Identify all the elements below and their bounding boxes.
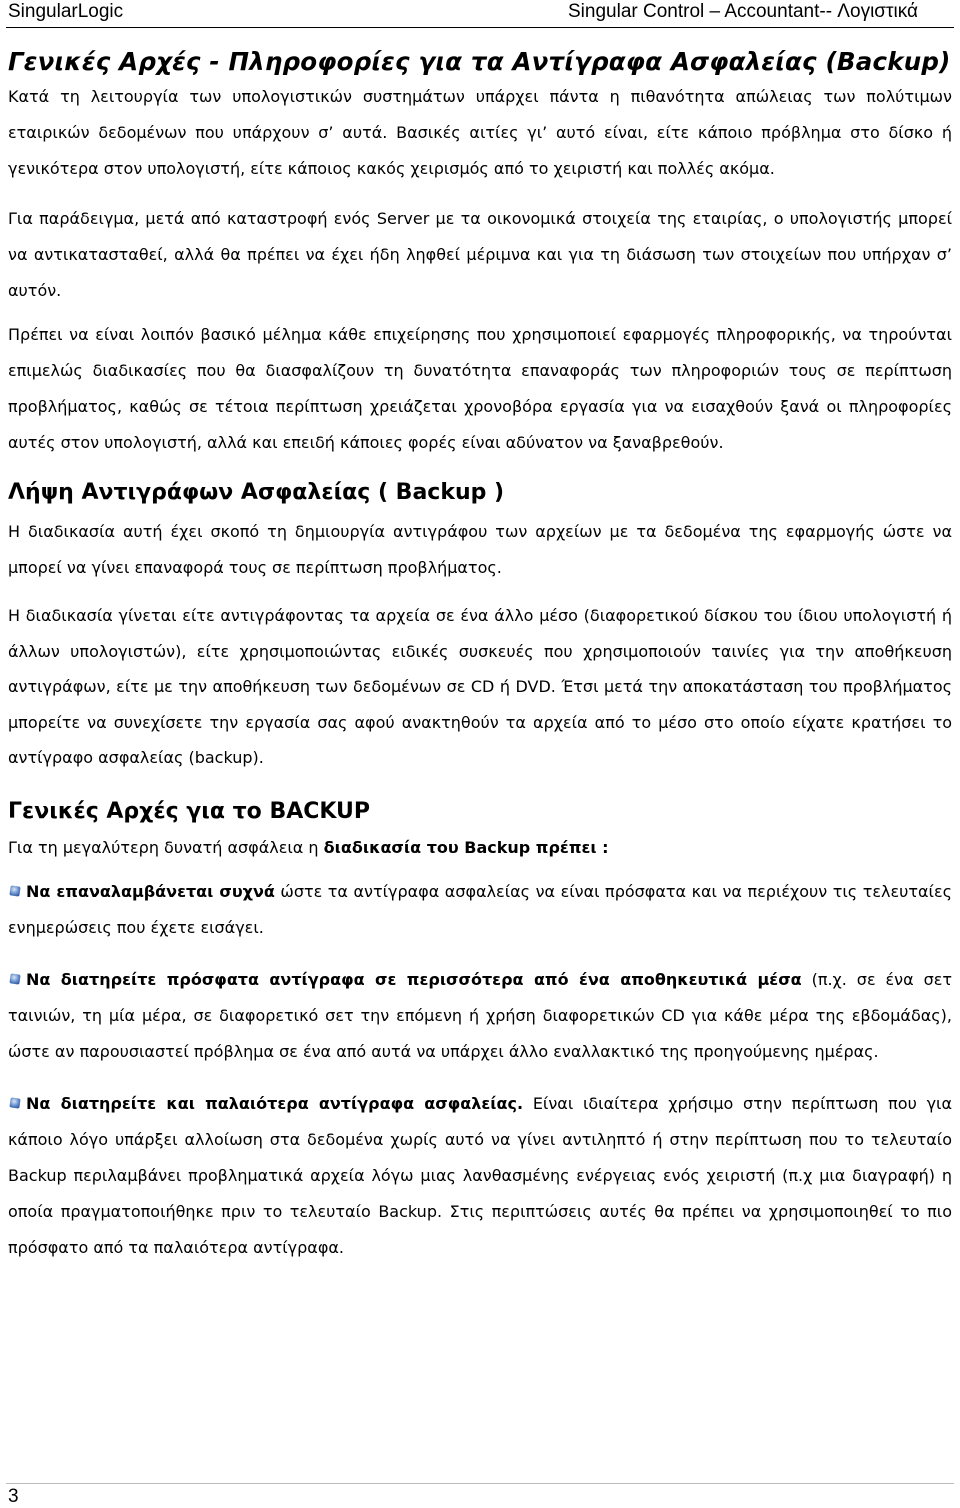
intro-paragraph-1: Κατά τη λειτουργία των υπολογιστικών συστημάτων υπάρχει πάντα η πιθανότητα απώλειας των πολύτιμων εταιρικών δεδομένων που υπάρχουν σ’ αυτά. Βασικές αιτίες γι’ αυτό είναι, είτε κάποιο πρόβλημα στο δίσκο ή γενικότερα στον υπολογιστή, είτε κάποιος κακός χειρισμός από το χειριστή και πολλές ακόμα. — [8, 87, 952, 178]
header-company: SingularLogic — [8, 1, 124, 22]
bullet-bold: Να διατηρείτε πρόσφατα αντίγραφα σε περισσότερα από ένα αποθηκευτικά μέσα — [26, 969, 802, 989]
principles-intro-text: Για τη μεγαλύτερη δυνατή ασφάλεια η — [8, 837, 324, 857]
bullet-icon — [9, 885, 20, 896]
document-body — [8, 44, 952, 1266]
bullet-icon — [9, 1097, 20, 1108]
bullet-text: (π.χ. σε ένα σετ ταινιών, τη μία μέρα, σε διαφορετικό σετ την επόμενη ή χρήση διαφορετικών CD για κάθε μέρα της εβδομάδας), ώστε αν παρουσιαστεί πρόβλημα σε ένα από αυτά να υπάρχει άλλο εναλλακτικό της προηγούμενης ημέρας. — [8, 969, 952, 1061]
section-heading-principles: Γενικές Αρχές για το BACKUP — [8, 798, 371, 824]
bullet-text: ώστε τα αντίγραφα ασφαλείας να είναι πρόσφατα και να περιέχουν τις τελευταίες ενημερώσεις που έχετε εισάγει. — [8, 881, 952, 937]
page-header — [8, 0, 918, 24]
principles-intro — [8, 834, 952, 862]
bullet-item — [8, 962, 952, 1070]
bullet-item — [8, 1086, 952, 1266]
page-number: 3 — [8, 1486, 19, 1507]
principles-intro-emphasis: διαδικασία του Backup πρέπει : — [323, 837, 609, 857]
footer-divider — [6, 1483, 954, 1484]
bullet-icon — [9, 973, 20, 984]
backup-paragraph-2: Η διαδικασία γίνεται είτε αντιγράφοντας τα αρχεία σε ένα άλλο μέσο (διαφορετικού δίσκου του ίδιου υπολογιστή ή άλλων υπολογιστών), είτε χρησιμοποιώντας ειδικές συσκευές που χρησιμοποιούν ταινίες για την αποθήκευση αντιγράφων, είτε με την αποθήκευση των δεδομένων σε CD ή DVD. Έτσι μετά την αποκατάσταση του προβλήματος μπορείτε να συνεχίσετε την εργασία σας αφού ανακτηθούν τα αρχεία από το μέσο στο οποίο είχατε κρατήσει το αντίγραφο ασφαλείας (backup). — [8, 606, 952, 767]
header-product: Singular Control – Accountant-- Λογιστικά — [568, 1, 918, 22]
bullet-bold: Να επαναλαμβάνεται συχνά — [26, 881, 275, 901]
bullet-text: Είναι ιδιαίτερα χρήσιμο στην περίπτωση που για κάποιο λόγο υπάρξει αλλοίωση στα δεδομένα χωρίς αυτό να γίνει αντιληπτό ή στην περίπτωση που το τελευταίο Backup περιλαμβάνει προβληματικά αρχεία λόγω μιας λανθασμένης ενέργειας ενός χειριστή (π.χ μια διαγραφή) η οποία πραγματοποιήθηκε πριν το τελευταίο Backup. Στις περιπτώσεις αυτές θα πρέπει να χρησιμοποιηθεί το πιο πρόσφατο από τα παλαιότερα αντίγραφα. — [8, 1093, 952, 1257]
section-heading-backup: Λήψη Αντιγράφων Ασφαλείας ( Backup ) — [8, 480, 505, 505]
bullet-item — [8, 874, 952, 946]
intro-paragraph-3: Πρέπει να είναι λοιπόν βασικό μέλημα κάθε επιχείρησης που χρησιμοποιεί εφαρμογές πληροφορικής, να τηρούνται επιμελώς διαδικασίες που θα διασφαλίζουν τη δυνατότητα επαναφοράς των πληροφοριών τους σε περίπτωση προβλήματος, καθώς σε τέτοια περίπτωση χρειάζεται χρονοβόρα εργασία για να εισαχθούν ξανά οι πληροφορίες αυτές στον υπολογιστή, αλλά και επειδή κάποιες φορές είναι αδύνατον να ξαναβρεθούν. — [8, 325, 952, 452]
header-divider — [6, 27, 954, 28]
page-title: Γενικές Αρχές - Πληροφορίες για τα Αντίγραφα Ασφαλείας (Backup) — [8, 47, 951, 76]
bullet-bold: Να διατηρείτε και παλαιότερα αντίγραφα ασφαλείας. — [26, 1093, 524, 1113]
backup-paragraph-1: Η διαδικασία αυτή έχει σκοπό τη δημιουργία αντιγράφου των αρχείων με τα δεδομένα της εφαρμογής ώστε να μπορεί να γίνει επαναφορά τους σε περίπτωση προβλήματος. — [8, 522, 952, 577]
intro-paragraph-2: Για παράδειγμα, μετά από καταστροφή ενός Server με τα οικονομικά στοιχεία της εταιρίας, ο υπολογιστής μπορεί να αντικατασταθεί, αλλά θα πρέπει να έχει ήδη ληφθεί μέριμνα και για τη διάσωση των στοιχείων που υπήρχαν σ’ αυτόν. — [8, 209, 952, 300]
